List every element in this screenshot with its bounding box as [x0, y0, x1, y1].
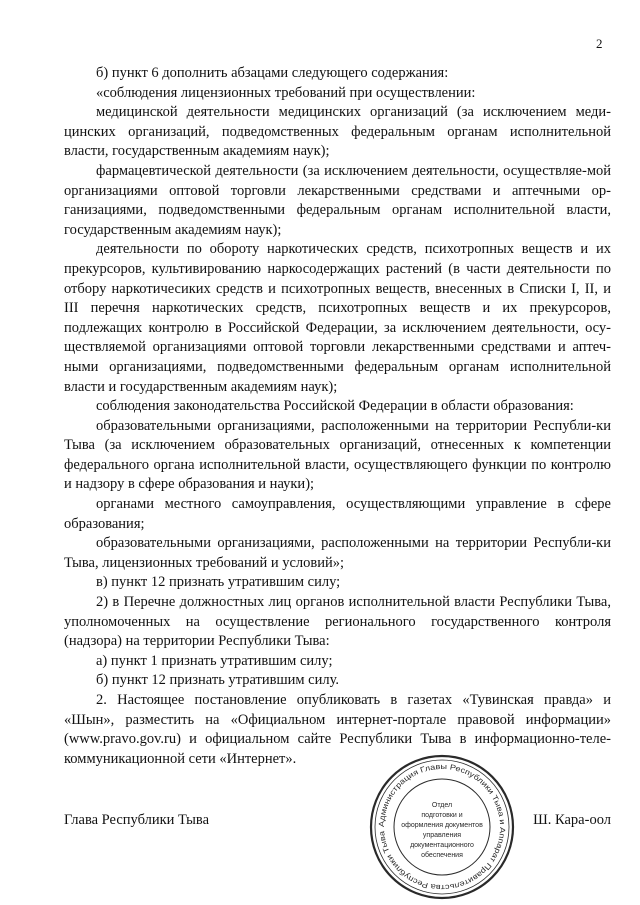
official-seal [368, 753, 516, 901]
signature-block [64, 812, 611, 832]
paragraph: образовательными организациями, расположенными на территории Республи-ки Тыва, лицензионных требований и условий»; [64, 535, 611, 571]
paragraph: 2. Настоящее постановление опубликовать в газетах «Тувинская правда» и «Шын», разместить на «Официальном интернет-портале правовой информации» (www.pravo.gov.ru) и официальном сайте Республики Тыва в информационно-теле-коммуникационной сети «Интернет». [64, 692, 611, 767]
paragraph: б) пункт 12 признать утратившим силу. [96, 672, 340, 689]
paragraph: деятельности по обороту наркотических средств, психотропных веществ и их прекурсоров, культивированию наркосодержащих растений (в части деятельности по отбору наркотичесиких средств и психотропных веществ, внесенных в Списки I, II, и III перечня наркотических средств, психотропных веществ и их прекурсоров, подлежащих контролю в Российской Федерации, за исключением деятельности, осу-ществляемой организациями оптовой торговли лекарственными средствами и аптеч-ными организациями, подведомственными федеральным органам исполнительной власти и государственным академиям наук); [64, 241, 611, 395]
paragraph: соблюдения законодательства Российской Федерации в области образования: [96, 398, 574, 415]
paragraph: образовательными организациями, расположенными на территории Республи-ки Тыва (за исключением образовательных организаций, отнесенных к компетенции федерального органа исполнительной власти, осуществляющего функции по контролю и надзору в сфере образования и науки); [64, 417, 611, 493]
seal-ring-text: Администрация Главы Республики Тыва и Аппарат Правительства Республики Тыва [376, 761, 508, 893]
paragraph: в) пункт 12 признать утратившим силу; [96, 574, 341, 591]
page-number: 2 [596, 36, 603, 51]
signatory-name: Ш. Кара-оол [533, 812, 611, 828]
paragraph: фармацевтической деятельности (за исключением деятельности, осуществляе-мой организациями оптовой торговли лекарственными средствами и аптечными ор-ганизациями, подведомственными федеральным органам исполнительной власти, государственным академиям наук); [64, 162, 611, 238]
document-body [64, 64, 611, 769]
paragraph: б) пункт 6 дополнить абзацами следующего содержания: [96, 65, 449, 81]
seal-center-line: оформления документов [401, 822, 483, 829]
paragraph: «соблюдения лицензионных требований при осуществлении: [96, 84, 476, 101]
paragraph: органами местного самоуправления, осуществляющими управление в сфере образования; [64, 496, 611, 532]
signatory-title: Глава Республики Тыва [64, 812, 210, 828]
seal-center-line: документационного [410, 842, 474, 849]
seal-center-line: обеспечения [421, 852, 463, 859]
paragraph: а) пункт 1 признать утратившим силу; [96, 652, 333, 669]
seal-center-line: управления [422, 832, 462, 839]
paragraph: медицинской деятельности медицинских организаций (за исключением меди-цинских организаций, подведомственных федеральным органам исполнительной власти, государственным академиям наук); [64, 104, 611, 160]
seal-center-line: подготовки и [421, 812, 463, 819]
seal-center-line: Отдел [431, 802, 453, 809]
paragraph: 2) в Перечне должностных лиц органов исполнительной власти Республики Тыва, уполномоченных на осуществление регионального государственного контроля (надзора) на территории Республики Тыва: [64, 594, 611, 650]
